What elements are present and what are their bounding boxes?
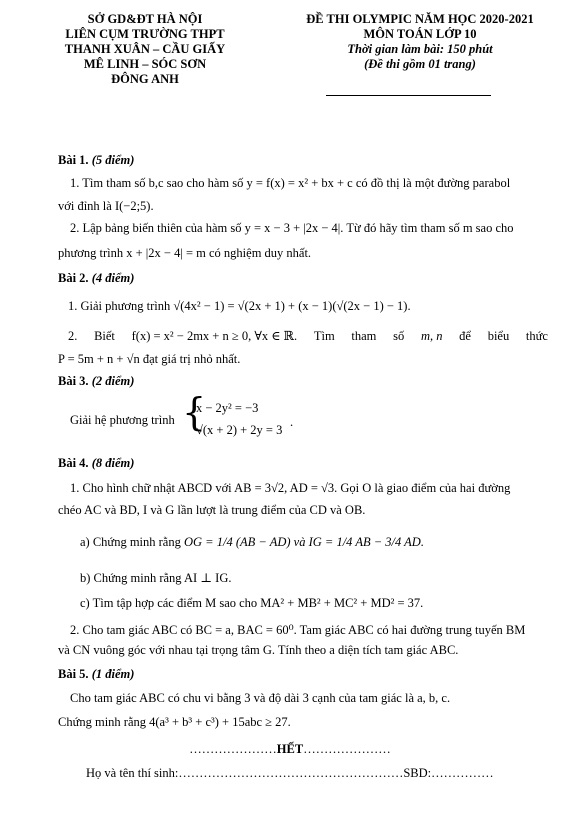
header-left-line-4: MÊ LINH – SÓC SƠN bbox=[83, 57, 207, 71]
exam-subject: MÔN TOÁN LỚP 10 bbox=[363, 27, 477, 41]
end-marker: …………………HẾT………………… bbox=[189, 742, 391, 756]
bai5-heading: Bài 5. (1 điểm) bbox=[58, 667, 135, 681]
bai2-q2-line1: 2. Biết f(x) = x² − 2mx + n ≥ 0, ∀x ∈ ℝ. Tìm tham số m, n để biểu thức bbox=[68, 329, 548, 343]
bai2-q1: 1. Giải phương trình √(4x² − 1) = √(2x + 1) + (x − 1)(√(2x − 1) − 1). bbox=[68, 299, 411, 313]
bai4-qb: b) Chứng minh rằng AI ⊥ IG. bbox=[80, 571, 232, 585]
exam-time: Thời gian làm bài: 150 phút bbox=[347, 42, 493, 56]
bai3-intro: Giải hệ phương trình bbox=[70, 413, 175, 427]
header-rule bbox=[326, 95, 491, 96]
bai4-heading: Bài 4. (8 điểm) bbox=[58, 456, 135, 470]
bai2-heading: Bài 2. (4 điểm) bbox=[58, 271, 135, 285]
header-left-line-1: SỞ GD&ĐT HÀ NỘI bbox=[87, 12, 203, 26]
exam-pages: (Đề thi gồm 01 trang) bbox=[364, 57, 476, 71]
system-eq1: x − 2y² = −3 bbox=[196, 401, 259, 415]
bai5-line1: Cho tam giác ABC có chu vi bằng 3 và độ dài 3 cạnh của tam giác là a, b, c. bbox=[70, 691, 451, 705]
exam-title: ĐỀ THI OLYMPIC NĂM HỌC 2020-2021 bbox=[306, 12, 534, 26]
system-end: . bbox=[290, 415, 294, 429]
bai1-q1-line1: 1. Tìm tham số b,c sao cho hàm số y = f(x) = x² + bx + c có đồ thị là một đường parabol bbox=[70, 176, 511, 190]
bai4-q1-line1: 1. Cho hình chữ nhật ABCD với AB = 3√2, AD = √3. Gọi O là giao điểm của hai đường bbox=[70, 481, 511, 495]
bai4-q2-line2: và CN vuông góc với nhau tại trọng tâm G. Tính theo a diện tích tam giác ABC. bbox=[58, 643, 459, 657]
bai1-heading: Bài 1. (5 điểm) bbox=[58, 153, 135, 167]
bai5-line2: Chứng minh rằng 4(a³ + b³ + c³) + 15abc ≥ 27. bbox=[58, 715, 291, 729]
bai4-qc: c) Tìm tập hợp các điểm M sao cho MA² + MB² + MC² + MD² = 37. bbox=[80, 596, 424, 610]
bai4-q2-line1: 2. Cho tam giác ABC có BC = a, BAC = 60⁰. Tam giác ABC có hai đường trung tuyến BM bbox=[70, 623, 526, 637]
exam-header bbox=[300, 12, 540, 72]
system-eq2: √(x + 2) + 2y = 3 bbox=[196, 423, 283, 437]
bai1-q2-line2: phương trình x + |2x − 4| = m có nghiệm duy nhất. bbox=[58, 246, 312, 260]
system-brace: { bbox=[182, 390, 207, 434]
header-left-line-3: THANH XUÂN – CẦU GIẤY bbox=[64, 42, 226, 56]
bai4-qa: a) Chứng minh rằng OG = 1/4 (AB − AD) và IG = 1/4 AB − 3/4 AD. bbox=[80, 535, 424, 549]
bai1-q2-line1: 2. Lập bảng biến thiên của hàm số y = x − 3 + |2x − 4|. Từ đó hãy tìm tham số m sao cho bbox=[70, 221, 514, 235]
school-header bbox=[40, 12, 250, 87]
bai3-heading: Bài 3. (2 điểm) bbox=[58, 374, 135, 388]
bai4-q1-line2: chéo AC và BD, I và G lần lượt là trung điểm của CD và OB. bbox=[58, 503, 366, 517]
bai1-q1-line2: với đỉnh là I(−2;5). bbox=[58, 199, 154, 213]
bai2-q2-line2: P = 5m + n + √n đạt giá trị nhỏ nhất. bbox=[58, 352, 241, 366]
candidate-info-line: Họ và tên thí sinh:………………………………………………SBD:…………… bbox=[86, 766, 494, 780]
header-left-line-2: LIÊN CỤM TRƯỜNG THPT bbox=[65, 27, 225, 41]
header-left-line-5: ĐÔNG ANH bbox=[111, 72, 179, 86]
